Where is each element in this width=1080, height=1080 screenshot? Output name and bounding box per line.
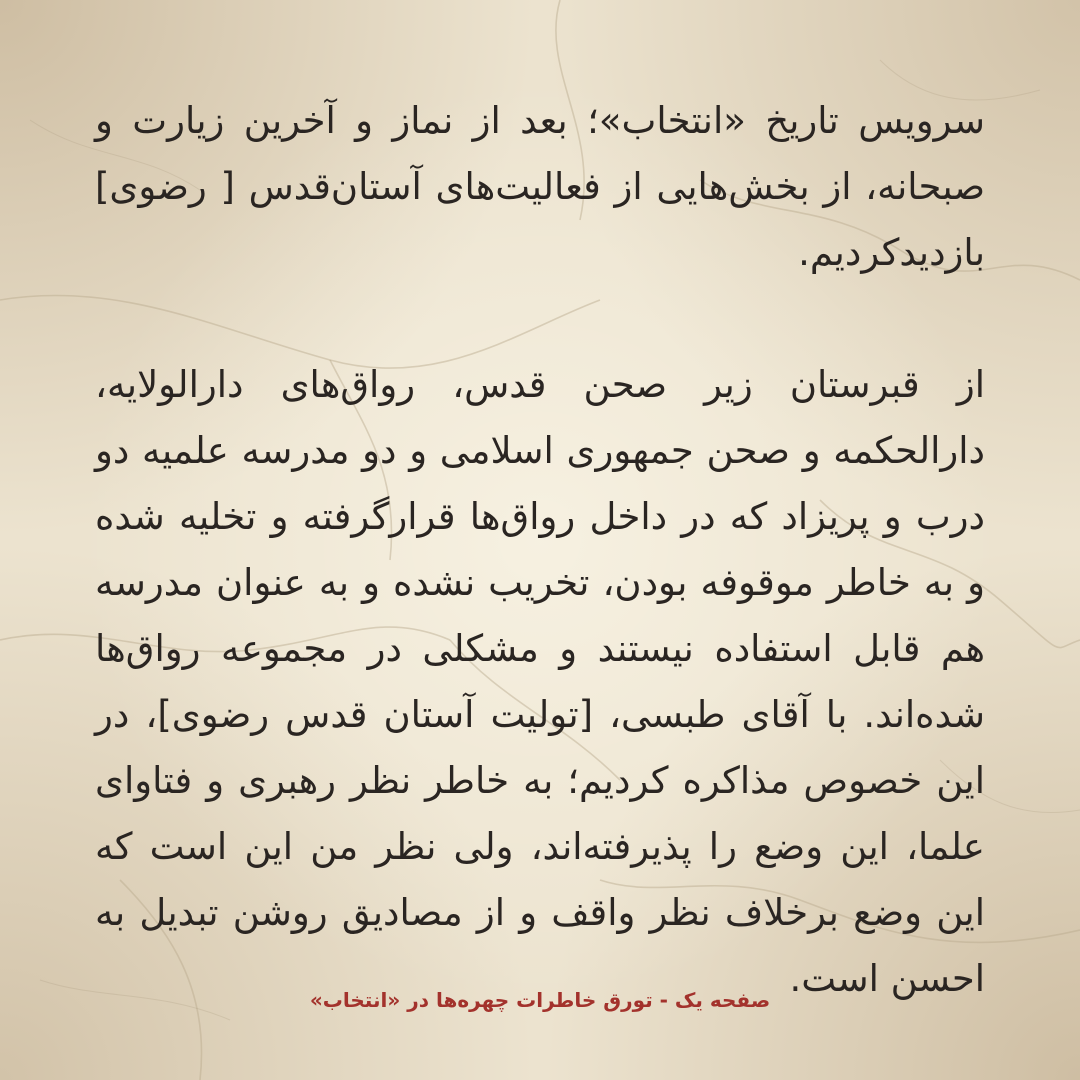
paragraph-1: سرویس تاریخ «انتخاب»؛ بعد از نماز و آخرین زیارت و صبحانه، از بخش‌هایی از فعالیت‌های آستان‌قدس [ رضوی] بازدیدکردیم. bbox=[95, 99, 985, 274]
paragraph-2: از قبرستان زیر صحن قدس، رواق‌های دارالولایه، دارالحکمه و صحن جمهوری اسلامی و دو مدرسه علمیه دو درب و پریزاد که در داخل رواق‌ها قرارگرفته و تخلیه شده و به خاطر موقوفه بودن، تخریب نشده و به عنوان مدرسه هم قابل استفاده نیستند و مشکلی در مجموعه رواق‌ها شده‌اند. با آقای طبسی، [تولیت آستان قدس رضوی]، در این خصوص مذاکره کردیم؛ به خاطر نظر رهبری و فتاوای علما، این وضع را پذیرفته‌اند، ولی نظر من این است که این وضع برخلاف نظر واقف و از مصادیق روشن تبدیل به احسن است. bbox=[95, 363, 985, 1000]
page-footer: صفحه یک - تورق خاطرات چهره‌ها در «انتخاب» bbox=[309, 988, 771, 1012]
article-body bbox=[95, 88, 985, 1012]
